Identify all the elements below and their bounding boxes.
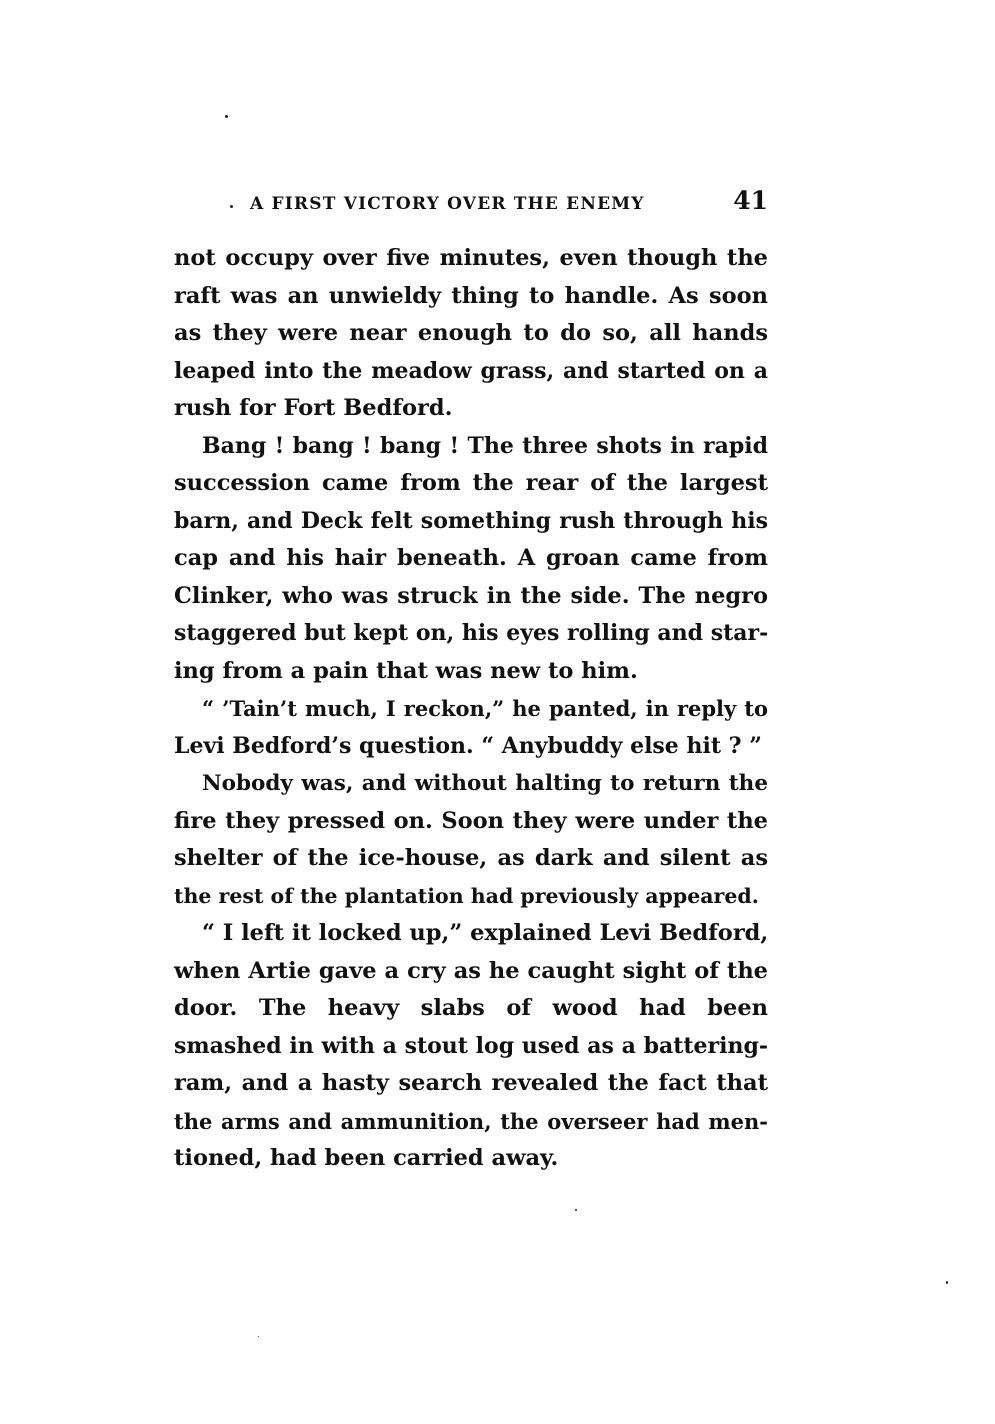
text-line: raft was an unwieldy thing to handle. As soon — [174, 282, 768, 309]
scan-speck — [258, 1336, 259, 1337]
text-line: staggered but kept on, his eyes rolling and star- — [174, 620, 769, 646]
text-line: “ ’Tain’t much, I reckon,” he panted, in reply to — [202, 696, 768, 721]
text-line: tioned, had been carried away. — [174, 1145, 559, 1171]
text-line: the arms and ammunition, the overseer had men- — [174, 1108, 768, 1134]
text-line: Clinker, who was struck in the side. The negro — [174, 582, 768, 609]
text-line: ing from a pain that was new to him. — [174, 657, 638, 684]
text-line: not occupy over five minutes, even though the — [174, 245, 768, 271]
text-line: smashed in with a stout log used as a battering- — [174, 1032, 768, 1059]
text-line: the rest of the plantation had previously appeared. — [174, 883, 759, 908]
text-line: cap and his hair beneath. A groan came from — [174, 545, 768, 571]
scan-speck — [230, 205, 233, 208]
text-line: barn, and Deck felt something rush through his — [174, 507, 768, 534]
text-line: Levi Bedford’s question. “ Anybuddy else hit ? ” — [174, 732, 762, 759]
text-line: fire they pressed on. Soon they were under the — [174, 807, 768, 834]
page-header — [250, 186, 768, 220]
running-title: A FIRST VICTORY OVER THE ENEMY — [250, 194, 645, 214]
page-number: 41 — [733, 186, 768, 215]
text-line: leaped into the meadow grass, and started on a — [174, 357, 768, 384]
text-line: succession came from the rear of the largest — [174, 470, 768, 496]
text-line: ram, and a hasty search revealed the fact that — [174, 1070, 768, 1096]
body-text — [174, 240, 768, 1178]
text-line: door. The heavy slabs of wood had been — [174, 995, 768, 1021]
scan-speck — [225, 115, 228, 118]
text-line: as they were near enough to do so, all hands — [174, 320, 768, 346]
text-line: rush for Fort Bedford. — [174, 395, 453, 421]
text-line: shelter of the ice-house, as dark and silent as — [174, 845, 768, 871]
scan-speck — [946, 1281, 948, 1284]
text-line: Nobody was, and without halting to return the — [202, 771, 768, 796]
text-line: “ I left it locked up,” explained Levi Bedford, — [202, 920, 769, 946]
text-line: when Artie gave a cry as he caught sight of the — [174, 957, 768, 984]
scan-speck — [575, 1209, 577, 1211]
text-line: Bang ! bang ! bang ! The three shots in rapid — [202, 432, 768, 459]
